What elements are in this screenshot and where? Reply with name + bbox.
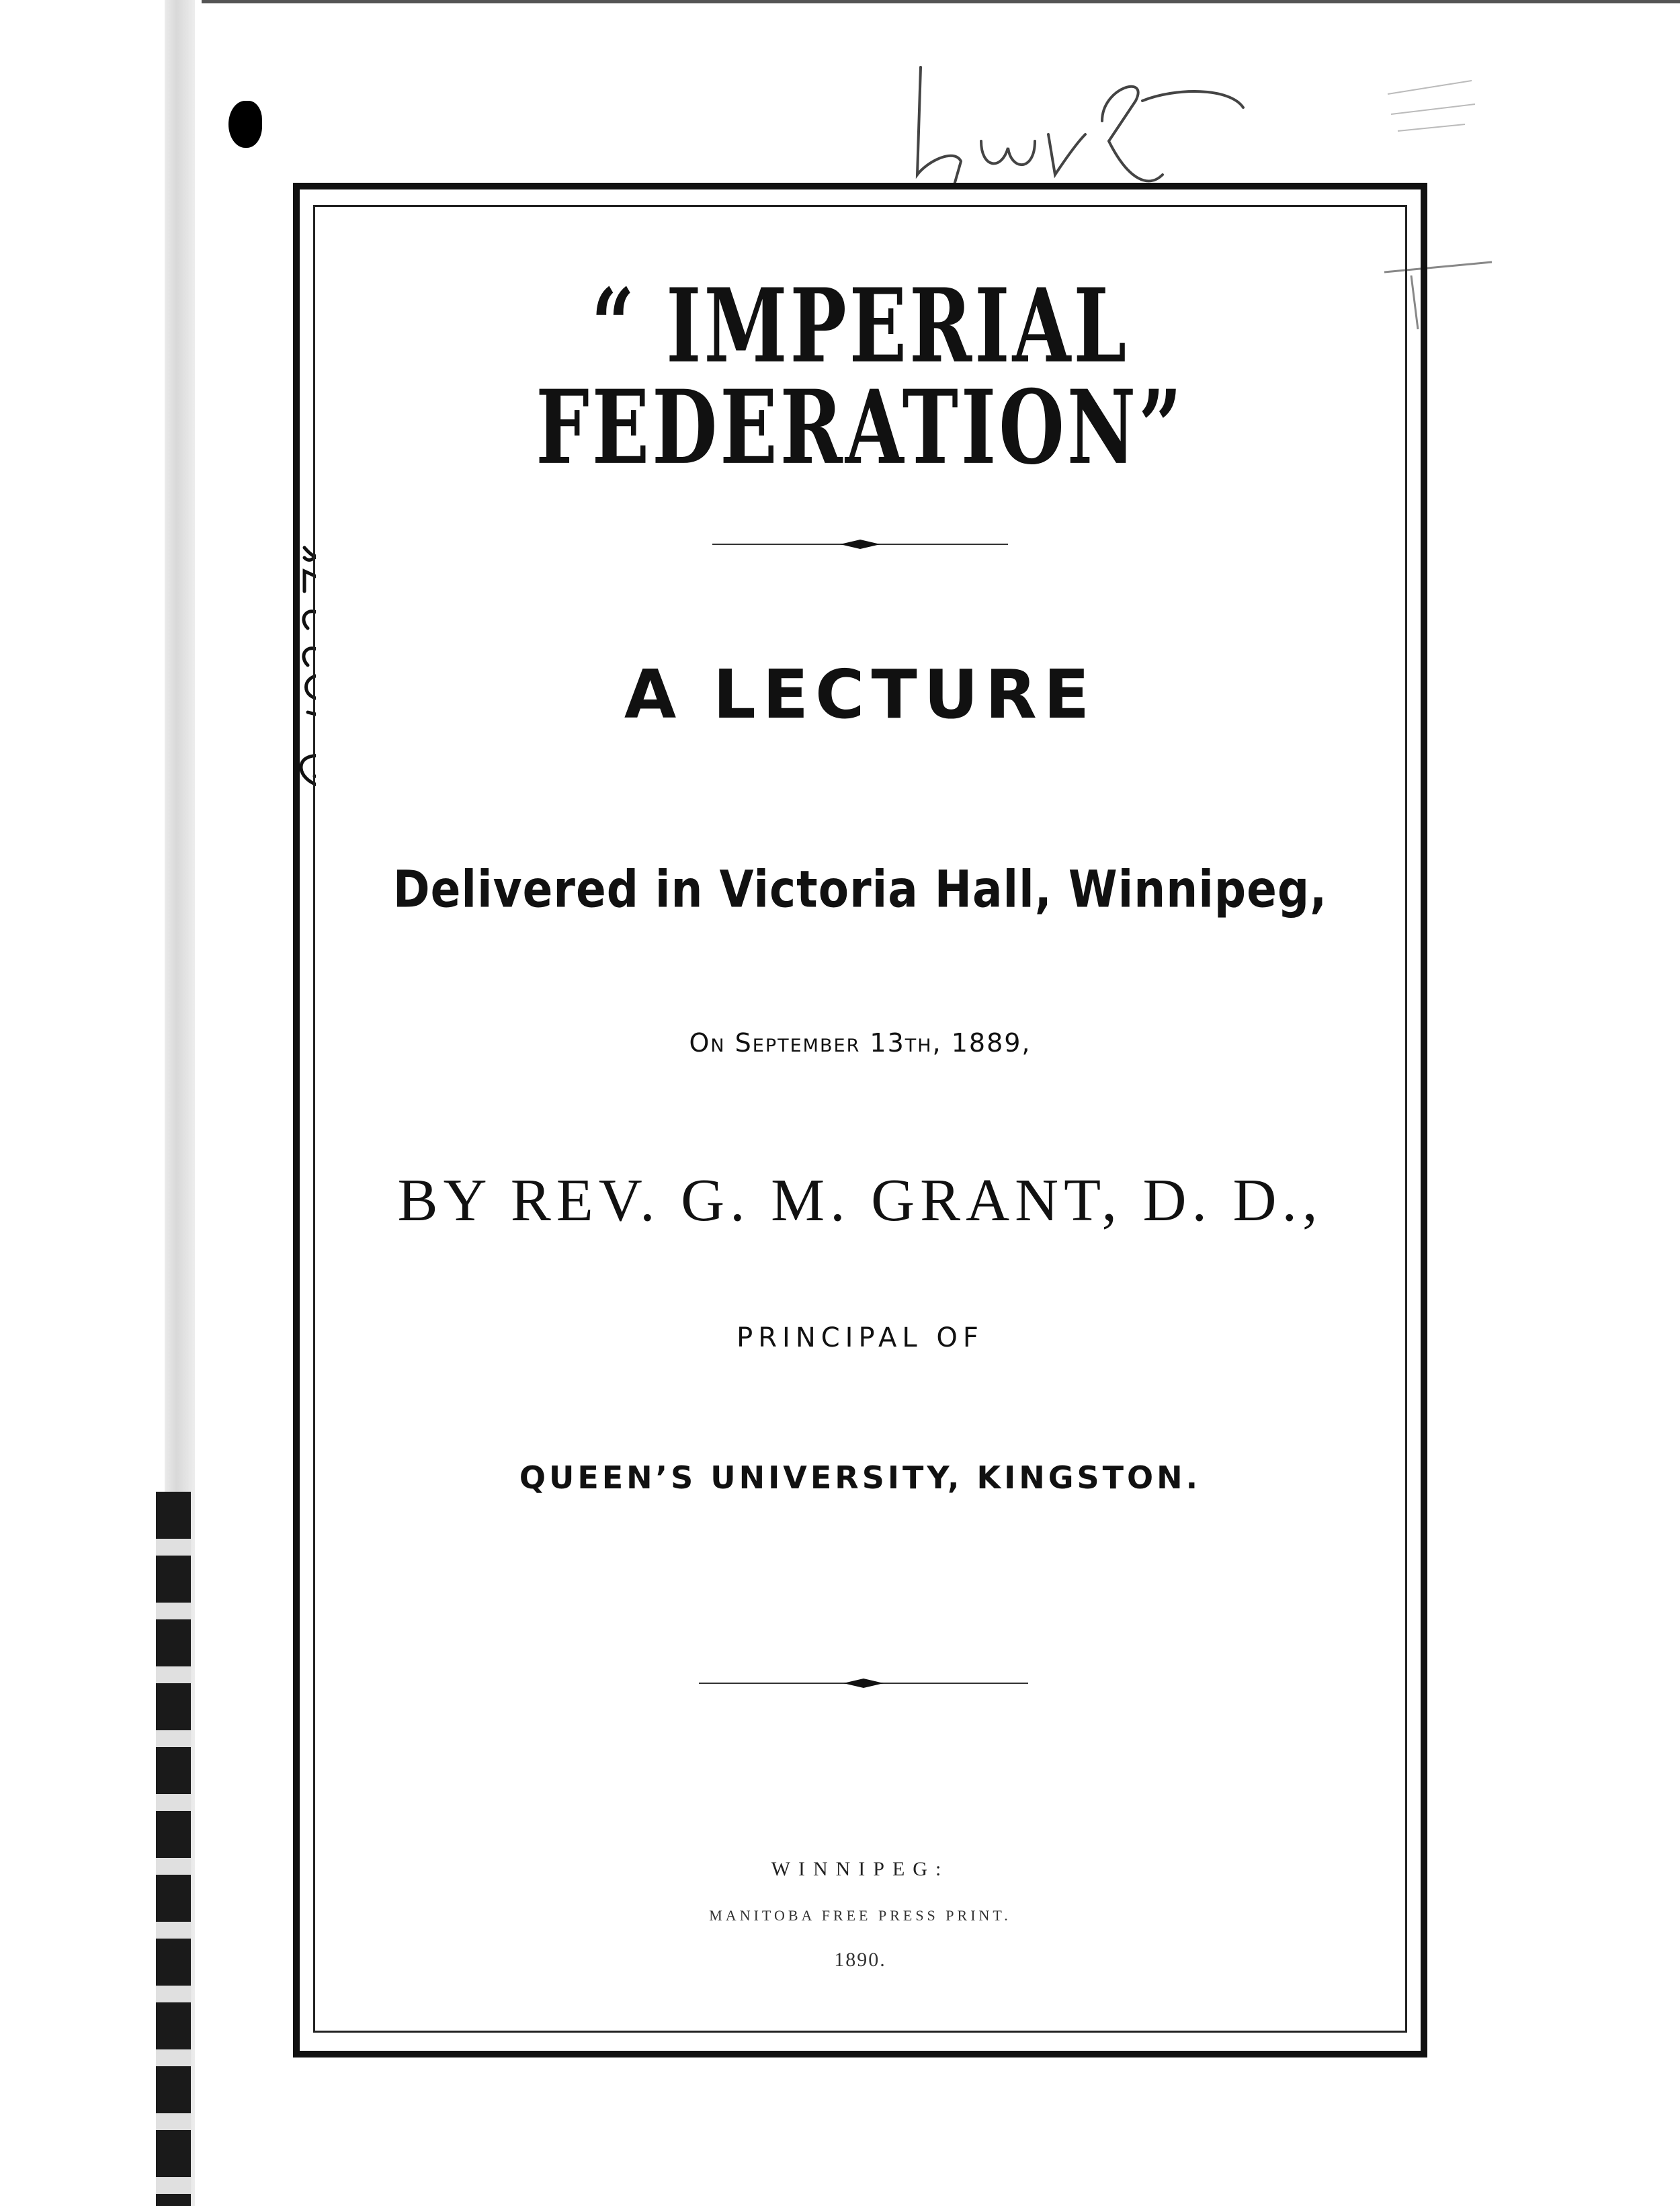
ink-blot <box>228 101 262 148</box>
imprint-city: WINNIPEG: <box>771 1858 950 1880</box>
imprint-year: 1890. <box>834 1949 886 1971</box>
ornamental-divider-top <box>712 534 1008 554</box>
imprint-press: MANITOBA FREE PRESS PRINT. <box>709 1907 1011 1924</box>
delivery-date: On September 13th, 1889, <box>689 1028 1032 1058</box>
page-title: “ IMPERIAL FEDERATION” <box>536 267 1185 488</box>
page-edge <box>202 0 1680 3</box>
ornamental-divider-bottom <box>699 1673 1028 1693</box>
binding-stitching <box>156 1492 191 2206</box>
pencil-corner-mark <box>1384 74 1478 141</box>
author-line: BY REV. G. M. GRANT, D. D., <box>397 1167 1323 1234</box>
title-block <box>313 267 1407 488</box>
delivery-location: Delivered in Victoria Hall, Winnipeg, <box>392 859 1328 919</box>
author-institution: QUEEN’S UNIVERSITY, KINGSTON. <box>519 1459 1202 1496</box>
subtitle: A LECTURE <box>624 655 1097 734</box>
author-position: PRINCIPAL OF <box>737 1322 984 1353</box>
handwritten-top-note <box>907 60 1257 195</box>
